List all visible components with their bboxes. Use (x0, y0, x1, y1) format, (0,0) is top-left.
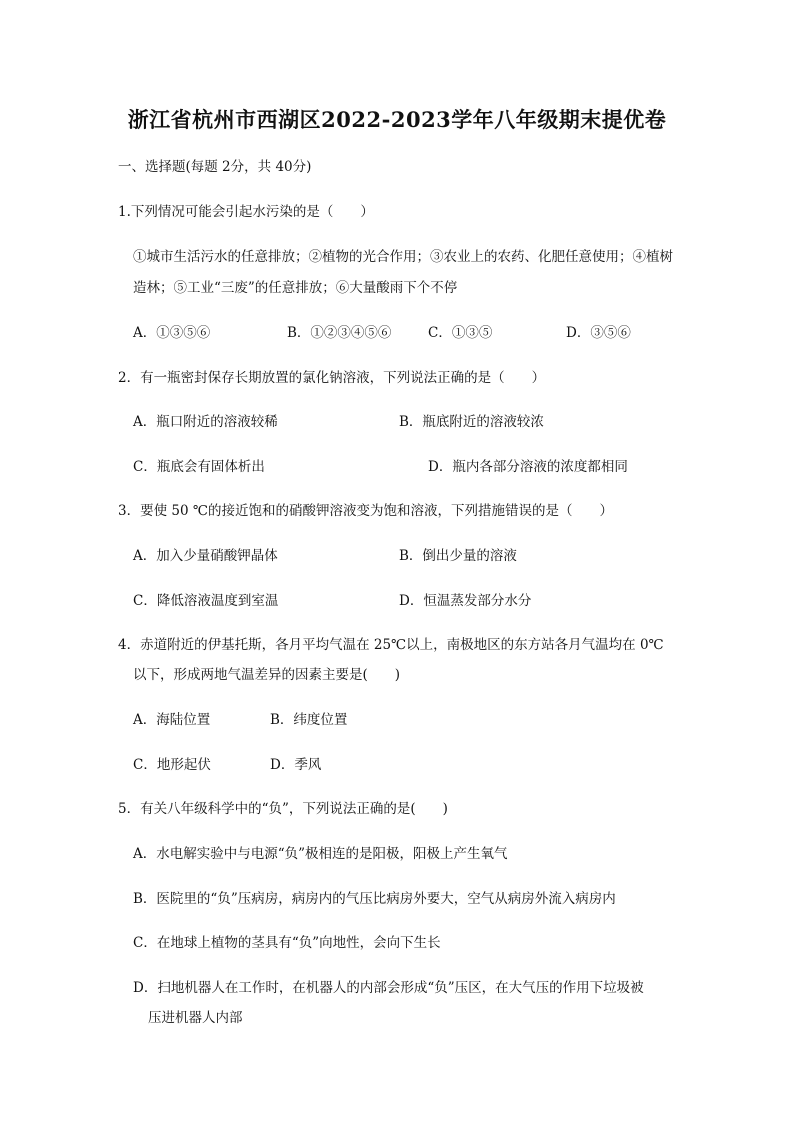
question-4-stem: 4．赤道附近的伊基托斯，各月平均气温在 25℃以上，南极地区的东方站各月气温均在 0℃ (118, 637, 664, 653)
question-4-stem-cont: 以下，形成两地气温差异的因素主要是( ) (133, 667, 401, 683)
question-1-stem: 1.下列情况可能会引起水污染的是（ ） (118, 204, 374, 220)
question-2-option-b: B．瓶底附近的溶液较浓 (399, 414, 544, 430)
question-2-stem: 2．有一瓶密封保存长期放置的氯化钠溶液，下列说法正确的是（ ） (118, 370, 546, 386)
question-3-option-d: D．恒温蒸发部分水分 (399, 593, 532, 609)
question-5-option-c: C．在地球上植物的茎具有“负”向地性，会向下生长 (133, 935, 441, 951)
question-5-option-d-cont: 压进机器人内部 (148, 1010, 243, 1026)
question-2-option-a: A．瓶口附近的溶液较稀 (133, 414, 278, 430)
question-3-option-c: C．降低溶液温度到室温 (133, 593, 279, 609)
question-4-option-a: A．海陆位置 (133, 712, 211, 728)
question-1-extra-line-1: ①城市生活污水的任意排放；②植物的光合作用；③农业上的农药、化肥任意使用；④植树 (133, 249, 673, 265)
question-3-option-a: A．加入少量硝酸钾晶体 (133, 548, 278, 564)
question-2-option-c: C．瓶底会有固体析出 (133, 459, 265, 475)
question-5-option-a: A．水电解实验中与电源“负”极相连的是阳极，阳极上产生氧气 (133, 846, 508, 862)
question-1-option-a: A．①③⑤⑥ (133, 325, 211, 341)
question-5-option-b: B．医院里的“负”压病房，病房内的气压比病房外要大，空气从病房外流入病房内 (133, 891, 616, 907)
page-title: 浙江省杭州市西湖区2022-2023学年八年级期末提优卷 (127, 107, 667, 132)
question-1-extra-line-2: 造林；⑤工业“三废”的任意排放；⑥大量酸雨下个不停 (133, 280, 458, 296)
question-1-option-b: B．①②③④⑤⑥ (287, 325, 392, 341)
question-4-option-d: D．季风 (270, 757, 322, 773)
question-4-option-c: C．地形起伏 (133, 757, 211, 773)
question-1-option-d: D．③⑤⑥ (566, 325, 631, 341)
question-4-option-b: B．纬度位置 (270, 712, 348, 728)
question-3-stem: 3．要使 50 ℃的接近饱和的硝酸钾溶液变为饱和溶液，下列措施错误的是（ ） (118, 503, 613, 519)
question-3-option-b: B．倒出少量的溶液 (399, 548, 517, 564)
section-heading: 一、选择题(每题 2分，共 40分) (118, 159, 312, 175)
question-5-option-d: D．扫地机器人在工作时，在机器人的内部会形成“负”压区，在大气压的作用下垃圾被 (133, 980, 644, 996)
question-1-option-c: C．①③⑤ (428, 325, 493, 341)
question-2-option-d: D．瓶内各部分溶液的浓度都相同 (428, 459, 628, 475)
question-5-stem: 5．有关八年级科学中的“负”，下列说法正确的是( ) (118, 801, 448, 817)
